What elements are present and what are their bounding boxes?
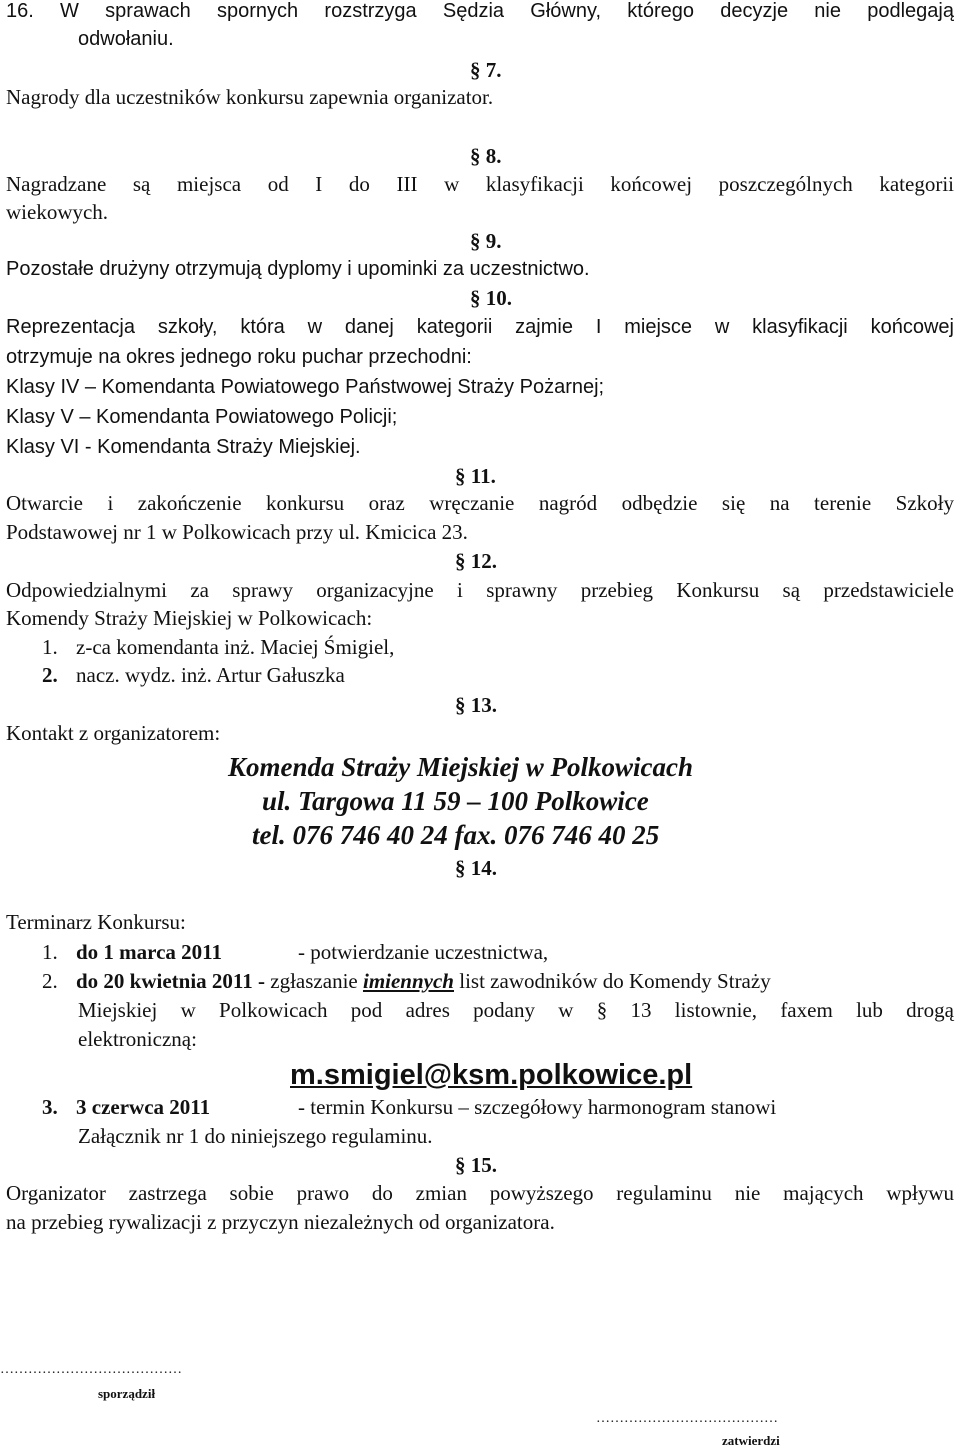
section-10-line4: Klasy V – Komendanta Powiatowego Policji;	[6, 406, 398, 428]
rule-16-line2: odwołaniu.	[78, 28, 174, 50]
section-14-label: Terminarz Konkursu:	[6, 910, 186, 934]
section-15-line2: na przebieg rywalizacji z przyczyn niezależnych od organizatora.	[6, 1210, 555, 1234]
schedule-item-3-number: 3.	[42, 1095, 58, 1119]
section-10-line5: Klasy VI - Komendanta Straży Miejskiej.	[6, 436, 361, 458]
contact-address: ul. Targowa 11 59 – 100 Polkowice	[262, 786, 649, 816]
schedule-item-2-text-a: zgłaszanie	[270, 969, 358, 993]
schedule-item-3-text: - termin Konkursu – szczegółowy harmonogram stanowi	[298, 1095, 777, 1119]
section-12-item-2-text: nacz. wydz. inż. Artur Gałuszka	[76, 663, 345, 687]
section-9-text: Pozostałe drużyny otrzymują dyplomy i upominki za uczestnictwo.	[6, 258, 590, 280]
section-9-heading: § 9.	[470, 229, 502, 253]
signature-line-prepared: …………………………………	[0, 1362, 182, 1377]
section-12-line1: Odpowiedzialnymi za sprawy organizacyjne i sprawny przebieg Konkursu są przedstawiciele	[6, 578, 954, 602]
section-8-heading: § 8.	[470, 144, 502, 168]
schedule-item-2-line3: elektroniczną:	[78, 1027, 197, 1051]
schedule-item-3-line2: Załącznik nr 1 do niniejszego regulaminu.	[78, 1124, 433, 1148]
section-12-item-2-number: 2.	[42, 663, 58, 687]
contact-email-link[interactable]: m.smigiel@ksm.polkowice.pl	[290, 1059, 693, 1091]
schedule-item-2-date: do 20 kwietnia 2011 -	[76, 969, 266, 993]
section-15-line1: Organizator zastrzega sobie prawo do zmian powyższego regulaminu nie mających wpływu	[6, 1181, 954, 1205]
contact-phone-fax: tel. 076 746 40 24 fax. 076 746 40 25	[252, 820, 660, 850]
schedule-item-1-number: 1.	[42, 940, 58, 964]
schedule-item-2-number: 2.	[42, 969, 58, 993]
schedule-item-2-line2: Miejskiej w Polkowicach pod adres podany w § 13 listownie, faxem lub drogą	[78, 998, 954, 1022]
contact-organization: Komenda Straży Miejskiej w Polkowicach	[228, 752, 694, 782]
section-12-item-1	[6, 634, 954, 661]
section-8-line2: wiekowych.	[6, 200, 109, 224]
schedule-item-2	[6, 968, 954, 995]
section-12-item-2	[6, 662, 954, 689]
signature-line-approved: …………………………………	[596, 1411, 778, 1426]
section-10-line2: otrzymuje na okres jednego roku puchar przechodni:	[6, 346, 472, 368]
section-7-text: Nagrody dla uczestników konkursu zapewnia organizator.	[6, 85, 494, 109]
section-13-heading: § 13.	[455, 693, 497, 717]
section-15-heading: § 15.	[455, 1153, 497, 1177]
section-10-line3: Klasy IV – Komendanta Powiatowego Państwowej Straży Pożarnej;	[6, 376, 605, 398]
section-12-line2: Komendy Straży Miejskiej w Polkowicach:	[6, 606, 373, 630]
section-12-heading: § 12.	[455, 549, 497, 573]
schedule-item-3-date: 3 czerwca 2011	[76, 1095, 211, 1119]
schedule-item-2-emphasis: imiennych	[362, 969, 454, 993]
section-12-item-1-text: z-ca komendanta inż. Maciej Śmigiel,	[76, 635, 395, 659]
section-13-label: Kontakt z organizatorem:	[6, 721, 221, 745]
section-10-line1: Reprezentacja szkoły, która w danej kategorii zajmie I miejsce w klasyfikacji końcowej	[6, 316, 954, 338]
schedule-item-1-text: - potwierdzanie uczestnictwa,	[298, 940, 549, 964]
section-11-heading: § 11.	[455, 464, 496, 488]
section-12-item-1-number: 1.	[42, 635, 58, 659]
rule-16-line1: 16. W sprawach spornych rozstrzyga Sędzia Główny, którego decyzje nie podlegają	[6, 0, 954, 22]
schedule-item-1	[6, 939, 954, 966]
schedule-item-2-text-b: list zawodników do Komendy Straży	[459, 969, 771, 993]
section-14-heading: § 14.	[455, 856, 497, 880]
section-10-heading: § 10.	[470, 286, 512, 310]
section-11-line1: Otwarcie i zakończenie konkursu oraz wręczanie nagród odbędzie się na terenie Szkoły	[6, 491, 954, 515]
section-8-line1: Nagradzane są miejsca od I do III w klasyfikacji końcowej poszczególnych kategorii	[6, 172, 954, 196]
schedule-item-3	[6, 1094, 954, 1121]
section-7-heading: § 7.	[470, 58, 502, 82]
signature-label-prepared: sporządził	[98, 1386, 156, 1401]
signature-label-approved: zatwierdzi	[722, 1433, 780, 1448]
schedule-item-1-date: do 1 marca 2011	[76, 940, 223, 964]
section-11-line2: Podstawowej nr 1 w Polkowicach przy ul. Kmicica 23.	[6, 520, 468, 544]
